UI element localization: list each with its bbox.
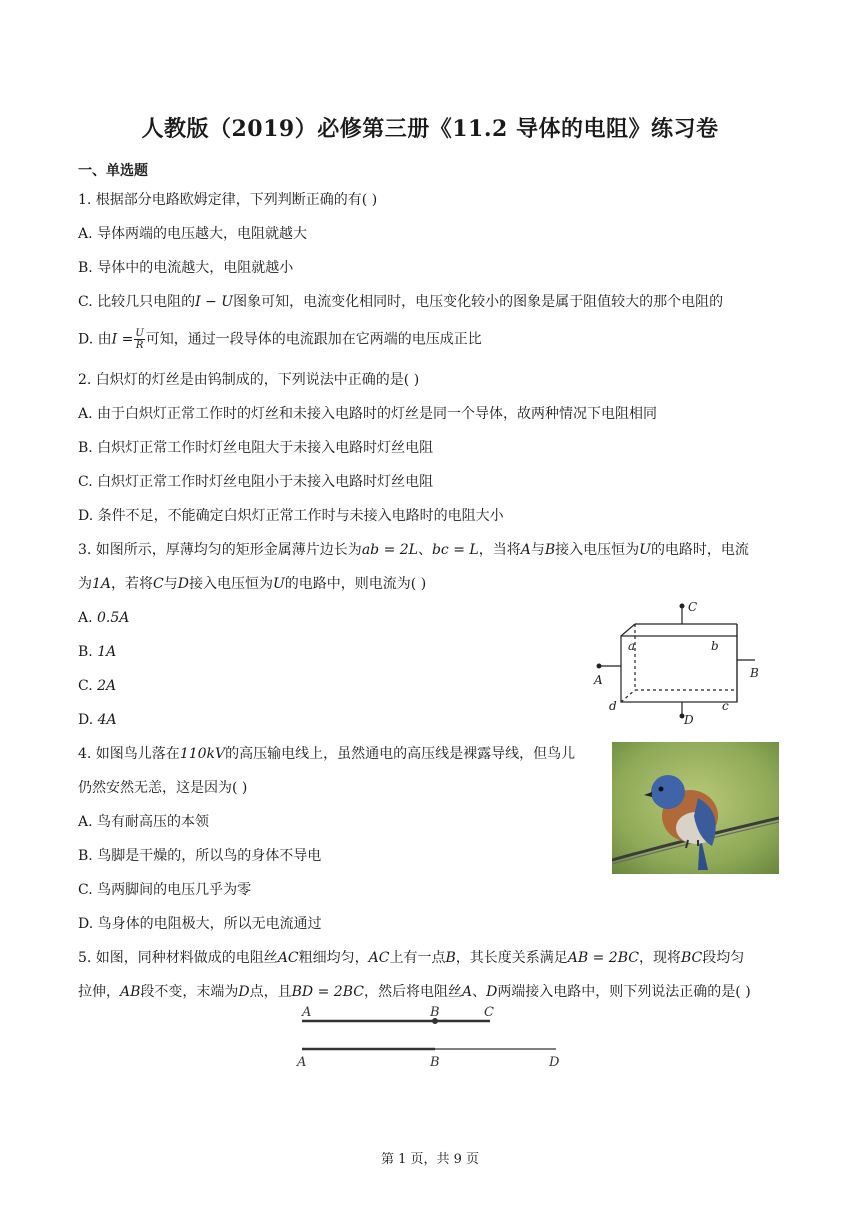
q3-math: C <box>153 576 164 592</box>
q1-option-c <box>78 292 723 312</box>
q1-c-pre: C. 比较几只电阻的 <box>78 294 196 310</box>
q5-math: AB = 2BC <box>567 950 639 966</box>
q3-math: B <box>544 542 556 558</box>
q1-d-lhs: I = <box>111 331 134 348</box>
q5-math: AC <box>277 950 299 966</box>
q5-text: 点，且 <box>249 984 292 1000</box>
q2-option-a: A. 由于白炽灯正常工作时的灯丝和未接入电路时的灯丝是同一个导体，故两种情况下电阻相同 <box>78 406 658 422</box>
q5-math: BD = 2BC <box>291 984 364 1000</box>
terminal-dot <box>597 664 602 669</box>
q3-math: A <box>520 542 531 558</box>
label-C: C <box>688 600 698 614</box>
q3-option-value: 4A <box>97 712 117 728</box>
q3-option-c <box>78 676 116 696</box>
q4-option-a: A. 鸟有耐高压的本领 <box>78 814 210 830</box>
page-footer: 第 1 页，共 9 页 <box>380 1152 480 1167</box>
q3-text: 与 <box>163 576 178 592</box>
bird-head <box>651 775 685 809</box>
label-c: c <box>722 699 729 713</box>
q4-stem-line2: 仍然安然无恙，这是因为( ) <box>78 780 248 796</box>
q5-math: A <box>461 984 473 1000</box>
q3-text: 为 <box>78 576 92 592</box>
q3-option-value: 2A <box>97 678 117 694</box>
q1-stem: 1. 根据部分电路欧姆定律，下列判断正确的有( ) <box>78 192 378 208</box>
q4-option-b: B. 鸟脚是干燥的，所以鸟的身体不导电 <box>78 848 322 864</box>
q5-math: AB <box>120 984 141 1000</box>
q4-option-d: D. 鸟身体的电阻极大，所以无电流通过 <box>78 916 322 932</box>
q3-text: 与 <box>530 542 545 558</box>
q4-stem-line1 <box>78 744 575 764</box>
q5-stem-line2 <box>78 982 751 1002</box>
label-A: A <box>302 1005 312 1020</box>
q3-text: 接入电压恒为 <box>555 542 640 558</box>
q5-math: B <box>445 950 456 966</box>
q3-text: 3. 如图所示，厚薄均匀的矩形金属薄片边长为 <box>78 542 362 558</box>
q5-text: 段不变，末端为 <box>140 984 239 1000</box>
q1-d-denominator: R <box>135 340 144 351</box>
section-heading: 一、单选题 <box>78 163 148 179</box>
q3-math: 1A <box>92 576 112 592</box>
q3-option-value: 0.5A <box>97 610 130 626</box>
terminal-dot <box>680 604 685 609</box>
q2-option-c: C. 白炽灯正常工作时灯丝电阻小于未接入电路时灯丝电阻 <box>78 474 434 490</box>
q5-text: 、 <box>472 984 487 1000</box>
hidden-edge <box>621 690 635 702</box>
q4-math: 110kV <box>179 746 226 762</box>
q3-text: 的电路时，电流 <box>650 542 749 558</box>
q3-stem-line1 <box>78 540 749 560</box>
q3-text: ，若将 <box>111 576 154 592</box>
q3-math: ab = 2L <box>361 542 418 558</box>
q4-option-c: C. 鸟两脚间的电压几乎为零 <box>78 882 252 898</box>
edge <box>621 624 635 636</box>
label-a: a <box>628 639 636 653</box>
q4-text: 4. 如图鸟儿落在 <box>78 746 180 762</box>
label-d: d <box>609 699 617 713</box>
q1-option-b: B. 导体中的电流越大，电阻就越小 <box>78 260 294 276</box>
label-D: D <box>684 713 694 727</box>
q1-d-fraction <box>134 328 144 351</box>
label-B: B <box>430 1005 440 1020</box>
front-face <box>621 636 737 702</box>
q5-text: 段均匀 <box>702 950 745 966</box>
q5-text: ，然后将电阻丝 <box>363 984 462 1000</box>
q5-math: D <box>238 984 250 1000</box>
q2-option-b: B. 白炽灯正常工作时灯丝电阻大于未接入电路时灯丝电阻 <box>78 440 434 456</box>
q3-option-letter: A. <box>78 610 98 626</box>
q3-text: 的电路中，则电流为( ) <box>284 576 427 592</box>
q5-text: 5. 如图，同种材料做成的电阻丝 <box>78 950 278 966</box>
q2-option-d: D. 条件不足，不能确定白炽灯正常工作时与未接入电路时的电阻大小 <box>78 508 504 524</box>
q3-math: U <box>639 542 651 558</box>
q3-option-letter: D. <box>78 712 98 728</box>
q3-text: 接入电压恒为 <box>188 576 273 592</box>
q3-option-d <box>78 710 117 730</box>
q5-text: ，其长度关系满足 <box>455 950 568 966</box>
q5-math: D <box>486 984 498 1000</box>
q5-text: 粗细均匀， <box>298 950 369 966</box>
label-b: b <box>711 639 719 653</box>
q3-math: D <box>177 576 189 592</box>
q5-text: ，现将 <box>638 950 681 966</box>
q5-wire-figure <box>290 1002 570 1072</box>
q1-c-math: I − U <box>195 294 234 310</box>
q5-stem-line1 <box>78 948 744 968</box>
q3-stem-line2 <box>78 574 426 594</box>
q5-math: AC <box>368 950 390 966</box>
label-C: C <box>484 1005 494 1020</box>
q5-math: BC <box>680 950 703 966</box>
page-title: 人教版（2019）必修第三册《11.2 导体的电阻》练习卷 <box>141 116 719 142</box>
q1-option-a: A. 导体两端的电压越大，电阻就越大 <box>78 226 308 242</box>
label-B: B <box>430 1055 440 1070</box>
q3-option-letter: C. <box>78 678 98 694</box>
label-D: D <box>549 1055 560 1070</box>
label-B: B <box>750 666 759 680</box>
q1-c-post: 图象可知，电流变化相同时，电压变化较小的图象是属于阻值较大的那个电阻的 <box>233 294 724 310</box>
q4-text: 的高压输电线上，虽然通电的高压线是裸露导线，但鸟儿 <box>225 746 576 762</box>
q5-text: 两端接入电路中，则下列说法正确的是( ) <box>497 984 751 1000</box>
q3-metal-sheet-figure <box>585 598 765 730</box>
q3-math: U <box>272 576 285 592</box>
q3-option-b <box>78 642 116 662</box>
q5-text: 拉伸， <box>78 984 120 1000</box>
bird-eye <box>659 787 664 792</box>
q4-bird-on-wire-photo <box>612 742 779 874</box>
q3-math: bc = L <box>431 542 479 558</box>
label-A: A <box>297 1055 307 1070</box>
q1-d-pre: D. 由 <box>78 331 112 348</box>
q3-option-a <box>78 608 129 628</box>
q3-text: 、 <box>417 542 432 558</box>
q1-d-post: 可知，通过一段导体的电流跟加在它两端的电压成正比 <box>145 331 482 348</box>
q5-text: 上有一点 <box>389 950 446 966</box>
q1-d-numerator: U <box>135 328 144 339</box>
q3-option-value: 1A <box>97 644 117 660</box>
q3-text: ，当将 <box>478 542 521 558</box>
q1-option-d <box>78 328 482 351</box>
label-A: A <box>594 673 603 687</box>
q3-option-letter: B. <box>78 644 98 660</box>
q2-stem: 2. 白炽灯的灯丝是由钨制成的，下列说法中正确的是( ) <box>78 372 420 388</box>
